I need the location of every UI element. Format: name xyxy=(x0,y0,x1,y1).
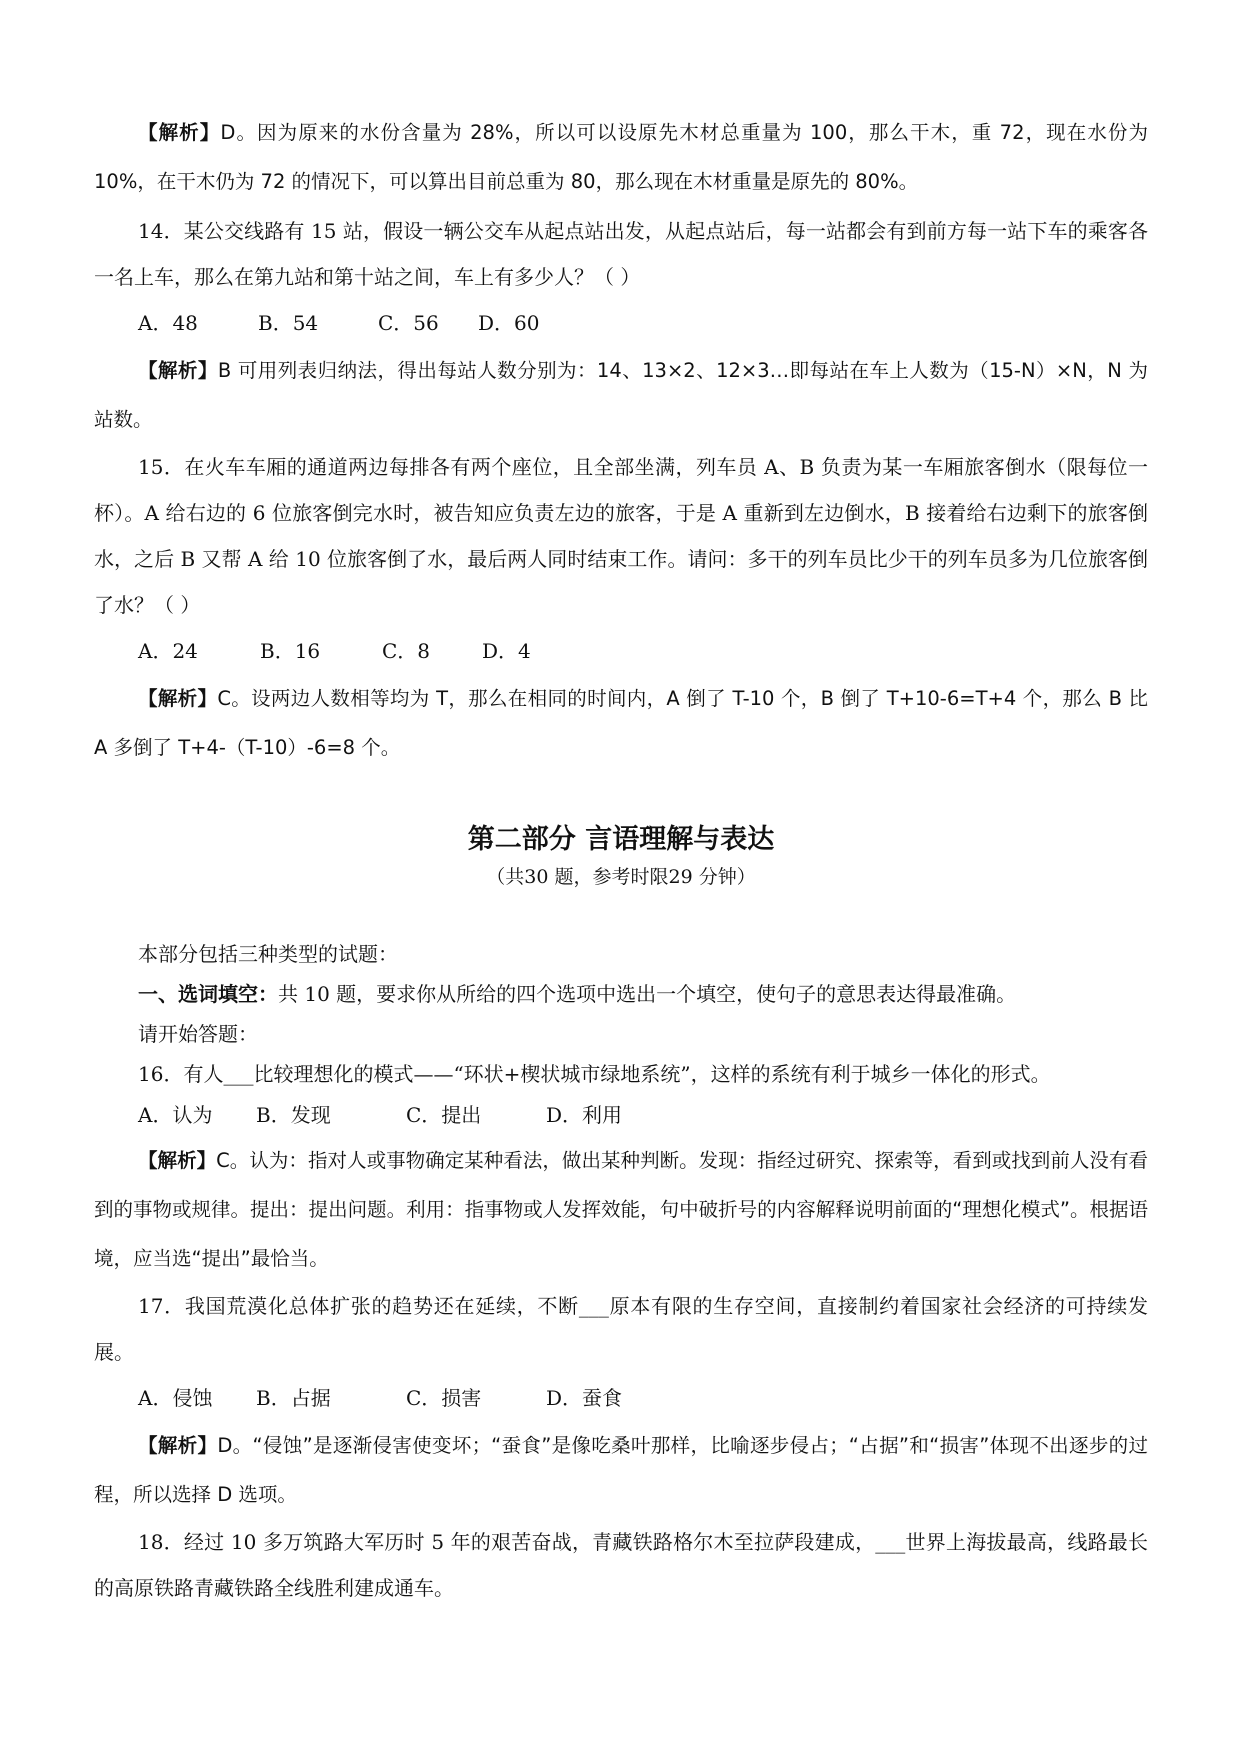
q13-explanation xyxy=(94,108,1148,206)
option-b: B．54 xyxy=(258,311,319,335)
explanation-tag: 【解析】 xyxy=(138,687,218,710)
option-c: C．56 xyxy=(378,311,439,335)
part1-label: 一、选词填空： xyxy=(138,982,278,1006)
start-prompt: 请开始答题： xyxy=(138,1022,258,1046)
option-b: B．发现 xyxy=(256,1103,331,1127)
q17-explanation xyxy=(94,1421,1148,1519)
option-d: D．蚕食 xyxy=(546,1386,623,1410)
q16-options xyxy=(94,1094,1148,1136)
explanation-text: D。“侵蚀”是逐渐侵害使变坏；“蚕食”是像吃桑叶那样，比喻逐步侵占；“占据”和“损害”体现不出逐步的过程，所以选择 D 选项。 xyxy=(94,1434,1148,1506)
q14-options xyxy=(94,300,1148,346)
q17-stem: 17．我国荒漠化总体扩张的趋势还在延续，不断___原本有限的生存空间，直接制约着国家社会经济的可持续发展。 xyxy=(94,1294,1148,1364)
option-a: A．认为 xyxy=(138,1103,213,1127)
q17-options xyxy=(94,1375,1148,1421)
explanation-text: C。认为：指对人或事物确定某种看法，做出某种判断。发现：指经过研究、探索等，看到或找到前人没有看到的事物或规律。提出：提出问题。利用：指事物或人发挥效能，句中破折号的内容解释说明前面的“理想化模式”。根据语境，应当选“提出”最恰当。 xyxy=(94,1149,1148,1270)
option-d: D．利用 xyxy=(546,1103,623,1127)
explanation-tag: 【解析】 xyxy=(138,1434,218,1457)
option-a: A．侵蚀 xyxy=(138,1386,213,1410)
q16-stem: 16．有人___比较理想化的模式——“环状+楔状城市绿地系统”，这样的系统有利于城乡一体化的形式。 xyxy=(138,1062,1051,1086)
section-gap xyxy=(94,772,1148,820)
option-c: C．损害 xyxy=(406,1386,482,1410)
explanation-tag: 【解析】 xyxy=(138,121,221,144)
section-gap xyxy=(94,894,1148,934)
q16-explanation xyxy=(94,1136,1148,1283)
option-d: D．4 xyxy=(482,639,531,663)
explanation-text: D。因为原来的水份含量为 28%，所以可以设原先木材总重量为 100，那么干木，重 72，现在水份为 10%，在干木仍为 72 的情况下，可以算出目前总重为 80，那么现在木材重量是原先的 80%。 xyxy=(94,121,1148,193)
q18-stem: 18．经过 10 多万筑路大军历时 5 年的艰苦奋战，青藏铁路格尔木至拉萨段建成，___世界上海拔最高，线路最长的高原铁路青藏铁路全线胜利建成通车。 xyxy=(94,1530,1148,1600)
explanation-text: C。设两边人数相等均为 T，那么在相同的时间内，A 倒了 T-10 个，B 倒了 T+10-6=T+4 个，那么 B 比 A 多倒了 T+4-（T-10）-6=8 个。 xyxy=(94,687,1148,759)
part1-text: 共 10 题，要求你从所给的四个选项中选出一个填空，使句子的意思表达得最准确。 xyxy=(278,982,1017,1006)
page-content xyxy=(94,108,1148,1611)
option-c: C．8 xyxy=(382,639,431,663)
option-b: B．占据 xyxy=(256,1386,331,1410)
q15-explanation xyxy=(94,674,1148,772)
explanation-tag: 【解析】 xyxy=(138,1149,217,1172)
part1-instructions xyxy=(94,974,1148,1014)
section-intro: 本部分包括三种类型的试题： xyxy=(138,942,398,966)
option-d: D．60 xyxy=(478,311,540,335)
section-subtitle: （共30 题，参考时限29 分钟） xyxy=(486,866,756,888)
option-a: A．48 xyxy=(138,311,198,335)
option-a: A．24 xyxy=(138,639,198,663)
option-c: C．提出 xyxy=(406,1103,482,1127)
option-b: B．16 xyxy=(260,639,321,663)
section-title: 第二部分 言语理解与表达 xyxy=(467,824,775,855)
explanation-tag: 【解析】 xyxy=(138,359,218,382)
q14-explanation xyxy=(94,346,1148,444)
explanation-text: B 可用列表归纳法，得出每站人数分别为：14、13×2、12×3…即每站在车上人数为（15-N）×N，N 为站数。 xyxy=(94,359,1148,431)
q14-stem: 14．某公交线路有 15 站，假设一辆公交车从起点站出发，从起点站后，每一站都会有到前方每一站下车的乘客各一名上车，那么在第九站和第十站之间，车上有多少人？（ ） xyxy=(94,219,1148,289)
q15-stem: 15．在火车车厢的通道两边每排各有两个座位，且全部坐满，列车员 A、B 负责为某一车厢旅客倒水（限每位一杯）。A 给右边的 6 位旅客倒完水时，被告知应负责左边的旅客，于是 A 重新到左边倒水，B 接着给右边剩下的旅客倒水，之后 B 又帮 A 给 10 位旅客倒了水，最后两人同时结束工作。请问：多干的列车员比少干的列车员多为几位旅客倒了水？（ ） xyxy=(94,455,1148,617)
q15-options xyxy=(94,628,1148,674)
